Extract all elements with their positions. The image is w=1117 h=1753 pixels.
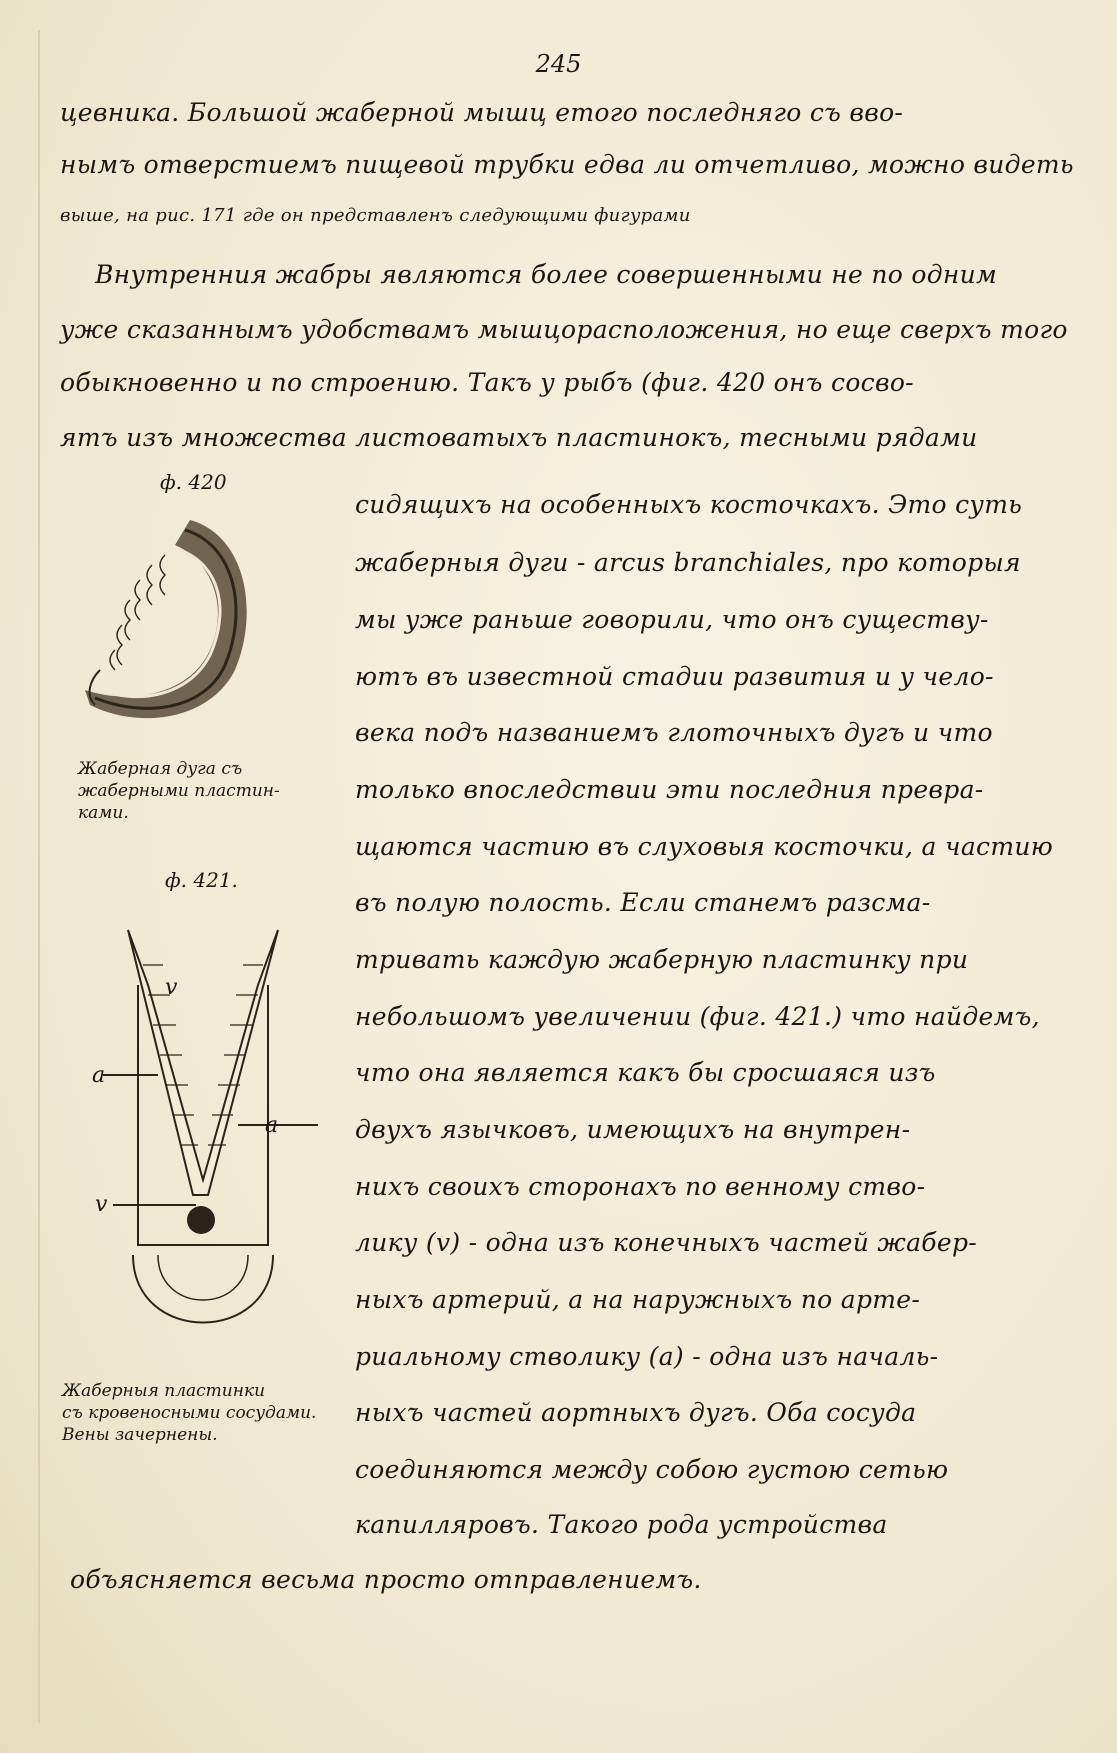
- figure-421-letter-a-left: a: [92, 1063, 106, 1088]
- column-line-1: сидящихъ на особенныхъ косточкахъ. Это суть: [355, 490, 1023, 519]
- figure-421-letter-v-top: v: [165, 975, 178, 1000]
- text-line-3: выше, на рис. 171 где он представленъ следующими фигурами: [60, 205, 691, 226]
- column-line-16: риальному стволику (a) - одна изъ началь-: [355, 1342, 939, 1371]
- text-line-6: обыкновенно и по строению. Такъ у рыбъ (фиг. 420 онъ сосво-: [60, 368, 914, 397]
- figure-421-letter-v-bottom: v: [95, 1192, 108, 1217]
- figure-421-letter-a-right: a: [265, 1113, 279, 1138]
- column-line-19: капилляровъ. Такого рода устройства: [355, 1510, 888, 1539]
- figure-421-label: ф. 421.: [165, 868, 238, 892]
- text-line-7: ятъ изъ множества листоватыхъ пластинокъ, тесными рядами: [60, 423, 978, 452]
- text-line-last: объясняется весьма просто отправлениемъ.: [70, 1565, 702, 1594]
- text-line-5: уже сказаннымъ удобствамъ мышцорасположения, но еще сверхъ того: [60, 315, 1068, 344]
- column-line-18: соединяются между собою густою сетью: [355, 1455, 949, 1484]
- text-line-4: Внутренния жабры являются более совершенными не по одним: [95, 260, 998, 289]
- column-line-2: жаберныя дуги - arcus branchiales, про которыя: [355, 548, 1021, 577]
- column-line-15: ныхъ артерий, а на наружныхъ по арте-: [355, 1285, 921, 1314]
- figure-420-label: ф. 420: [160, 470, 227, 494]
- figure-421-gill-plates-drawing: [118, 925, 288, 1365]
- column-line-17: ныхъ частей аортныхъ дугъ. Оба сосуда: [355, 1398, 917, 1427]
- column-line-10: небольшомъ увеличении (фиг. 421.) что найдемъ,: [355, 1002, 1040, 1031]
- text-line-2: нымъ отверстиемъ пищевой трубки едва ли отчетливо, можно видеть: [60, 150, 1074, 179]
- page-number: 245: [535, 50, 582, 78]
- column-line-9: тривать каждую жаберную пластинку при: [355, 945, 969, 974]
- column-line-6: только впоследствии эти последния превра-: [355, 775, 984, 804]
- column-line-5: века подъ названиемъ глоточныхъ дугъ и что: [355, 718, 993, 747]
- figure-421-caption: Жаберныя пластинки съ кровеносными сосудами. Вены зачернены.: [62, 1381, 317, 1445]
- column-line-7: щаются частию въ слуховыя косточки, а частию: [355, 832, 1054, 861]
- column-line-12: двухъ язычковъ, имеющихъ на внутрен-: [355, 1115, 911, 1144]
- column-line-4: ютъ въ известной стадии развития и у чело-: [355, 662, 994, 691]
- column-line-8: въ полую полость. Если станемъ разсма-: [355, 888, 931, 917]
- column-line-3: мы уже раньше говорили, что онъ существу-: [355, 605, 989, 634]
- margin-rule: [38, 30, 40, 1723]
- column-line-14: лику (v) - одна изъ конечныхъ частей жабер-: [355, 1228, 977, 1257]
- figure-420-gill-arch-drawing: [70, 500, 270, 740]
- text-line-1: цевника. Большой жаберной мышц етого последняго съ вво-: [60, 98, 904, 127]
- column-line-11: что она является какъ бы сросшаяся изъ: [355, 1058, 936, 1087]
- figure-420-caption: Жаберная дуга съ жаберными пластин- ками.: [78, 759, 280, 823]
- column-line-13: нихъ своихъ сторонахъ по венному ство-: [355, 1172, 926, 1201]
